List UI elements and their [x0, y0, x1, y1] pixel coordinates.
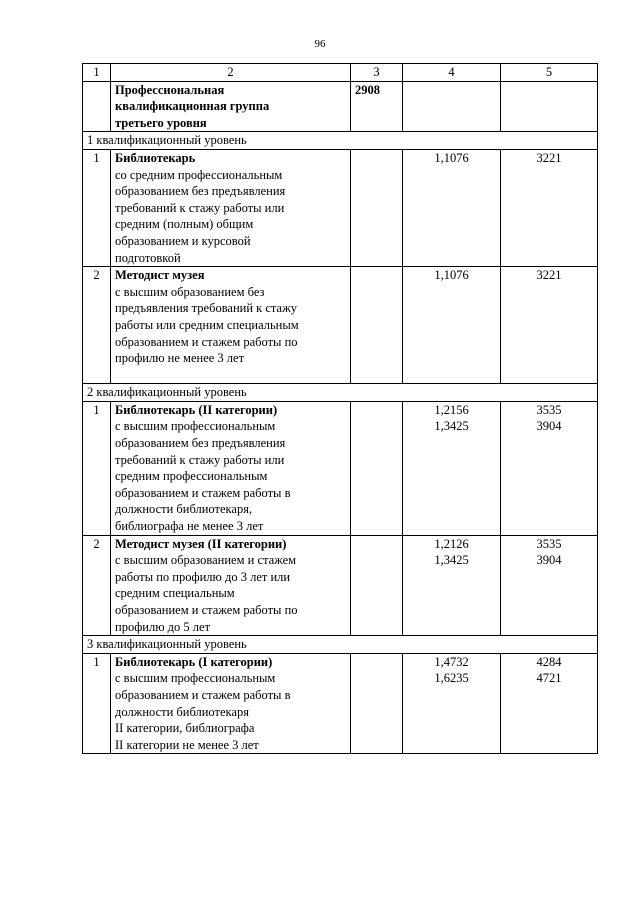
description-line: с высшим профессиональным — [115, 671, 276, 686]
position-row — [83, 653, 598, 754]
coefficient-cell — [403, 401, 501, 535]
coefficient-value: 1,3425 — [434, 419, 469, 434]
level-row — [83, 384, 598, 402]
code-cell — [351, 267, 403, 384]
position-title: Методист музея — [115, 268, 205, 283]
description-line: образованием без предъявления — [115, 436, 286, 451]
salary-value: 3535 — [536, 536, 562, 551]
coefficient-cell — [403, 535, 501, 636]
qualification-table — [82, 63, 598, 754]
page-number: 96 — [314, 38, 326, 50]
position-description — [111, 401, 351, 535]
description-line: средним (полным) общим — [115, 217, 254, 232]
coefficient-cell — [403, 149, 501, 266]
position-description — [111, 535, 351, 636]
description-line — [115, 367, 346, 384]
description-line: образованием и стажем работы по — [115, 334, 298, 349]
row-number: 2 — [83, 267, 111, 384]
header-cell: 3 — [351, 64, 403, 82]
group-row — [83, 81, 598, 132]
level-row — [83, 636, 598, 654]
position-description — [111, 149, 351, 266]
salary-value: 3221 — [536, 268, 562, 283]
description-line: со средним профессиональным — [115, 167, 283, 182]
salary-value: 3904 — [536, 553, 562, 568]
position-row — [83, 267, 598, 384]
description-line: должности библиотекаря — [115, 704, 249, 719]
position-row — [83, 535, 598, 636]
code-cell — [351, 535, 403, 636]
salary-cell — [501, 267, 598, 384]
salary-value: 3904 — [536, 419, 562, 434]
salary-cell — [501, 535, 598, 636]
salary-cell — [501, 149, 598, 266]
level-row — [83, 132, 598, 150]
row-number: 1 — [83, 653, 111, 754]
coefficient-cell — [403, 653, 501, 754]
salary-cell — [501, 653, 598, 754]
group-num-cell — [83, 81, 111, 132]
salary-value: 3221 — [536, 150, 562, 165]
description-line: средним специальным — [115, 586, 235, 601]
description-line: должности библиотекаря, — [115, 502, 253, 517]
coefficient-cell — [403, 267, 501, 384]
description-line: II категории не менее 3 лет — [115, 737, 259, 752]
description-line: с высшим образованием и стажем — [115, 553, 297, 568]
code-cell — [351, 653, 403, 754]
description-line: образованием и стажем работы по — [115, 603, 298, 617]
coefficient-value: 1,2156 — [434, 402, 469, 417]
row-number: 1 — [83, 401, 111, 535]
description-line: профилю не менее 3 лет — [115, 351, 245, 366]
description-line: требований к стажу работы или — [115, 200, 285, 215]
row-number: 2 — [83, 535, 111, 636]
description-line: образованием и стажем работы в — [115, 485, 291, 500]
description-line: работы или средним специальным — [115, 317, 299, 332]
description-line: с высшим профессиональным — [115, 419, 276, 434]
description-line: профилю до 5 лет — [115, 619, 211, 634]
group-coef-cell — [403, 81, 501, 132]
level-title: 3 квалификационный уровень — [83, 636, 598, 654]
group-name-cell — [111, 81, 351, 132]
coefficient-value: 1,3425 — [434, 553, 469, 568]
description-line: требований к стажу работы или — [115, 452, 285, 467]
level-title: 1 квалификационный уровень — [83, 132, 598, 150]
salary-value: 4721 — [536, 671, 562, 686]
description-line: предъявления требований к стажу — [115, 301, 297, 316]
position-row — [83, 149, 598, 266]
header-row — [83, 64, 598, 82]
header-cell: 4 — [403, 64, 501, 82]
coefficient-value: 1,1076 — [434, 150, 469, 165]
level-title: 2 квалификационный уровень — [83, 384, 598, 402]
coefficient-value: 1,6235 — [434, 671, 469, 686]
code-cell — [351, 149, 403, 266]
position-title: Библиотекарь (I категории) — [115, 654, 273, 669]
description-line: средним профессиональным — [115, 469, 268, 484]
description-line: библиографа не менее 3 лет — [115, 519, 264, 534]
header-cell: 5 — [501, 64, 598, 82]
position-title: Методист музея (II категории) — [115, 536, 287, 551]
description-line: с высшим образованием без — [115, 284, 265, 299]
code-cell — [351, 401, 403, 535]
description-line: образованием без предъявления — [115, 184, 286, 199]
position-title: Библиотекарь — [115, 150, 196, 165]
description-line: образованием и курсовой — [115, 233, 251, 248]
description-line: подготовкой — [115, 250, 181, 265]
group-name-line: Профессиональная — [115, 82, 225, 97]
coefficient-value: 1,1076 — [434, 268, 469, 283]
description-line: работы по профилю до 3 лет или — [115, 569, 291, 584]
description-line: II категории, библиографа — [115, 721, 255, 736]
row-number: 1 — [83, 149, 111, 266]
header-cell: 1 — [83, 64, 111, 82]
position-description — [111, 267, 351, 384]
position-row — [83, 401, 598, 535]
coefficient-value: 1,2126 — [434, 536, 469, 551]
group-salary-cell — [501, 81, 598, 132]
salary-cell — [501, 401, 598, 535]
group-code-cell: 2908 — [351, 81, 403, 132]
description-line: образованием и стажем работы в — [115, 687, 291, 702]
salary-value: 4284 — [536, 654, 562, 669]
header-cell: 2 — [111, 64, 351, 82]
salary-value: 3535 — [536, 402, 562, 417]
group-name-line: третьего уровня — [115, 115, 207, 130]
group-name-line: квалификационная группа — [115, 99, 270, 114]
position-title: Библиотекарь (II категории) — [115, 402, 278, 417]
coefficient-value: 1,4732 — [434, 654, 469, 669]
position-description — [111, 653, 351, 754]
